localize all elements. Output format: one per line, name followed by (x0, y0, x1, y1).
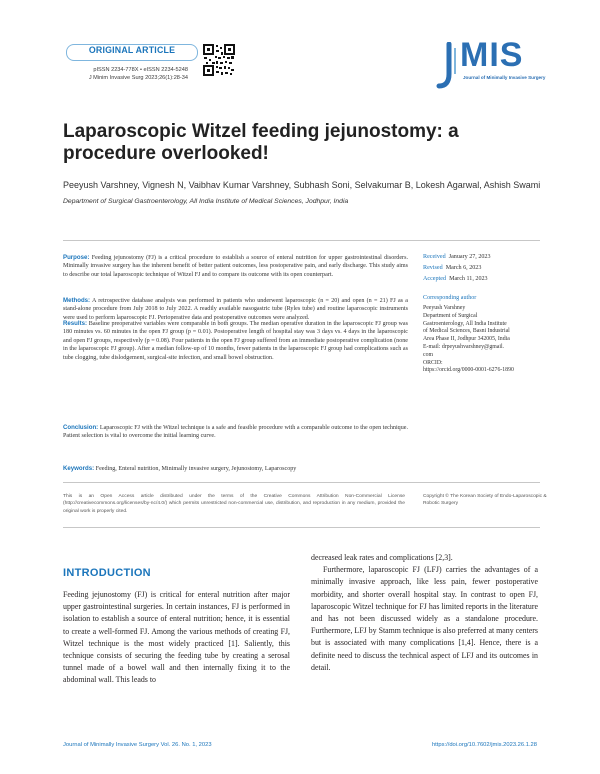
methods-label: Methods: (63, 297, 91, 304)
corresponding-author-label: Corresponding author (423, 295, 477, 301)
accepted-date (423, 276, 488, 282)
results-text: Baseline preoperative variables were comparable in both groups. The median operative duration in the laparoscopic FJ group was 180 minutes vs. 60 minutes in the open FJ group (p = 0.01). Postoperative length of hospital stay was 3 days vs. 4 days in the laparoscopic and open FJ groups, respectively (p = 0.08). Four patients in the open FJ group suffered from an immediate postoperative complication (none in the laparoscopic FJ group). After a median follow-up of 10 months, fewer patients in the laparoscopic FJ group had complications such as tube clogging, tube dislodgement, surgical-site infection, and small bowel obstruction. (63, 321, 408, 361)
received-label: Received (423, 254, 446, 260)
corr-line: Department of Surgical (423, 312, 478, 319)
intro-paragraph: decreased leak rates and complications [2,3]. (311, 553, 453, 562)
intro-paragraph: Feeding jejunostomy (FJ) is critical for enteral nutrition after major upper gastrointestinal surgeries. In certain instances, FJ is performed in isolation to establish a source of enteral nutrition; hence, it is essential to create a well-formed FJ. Among the various methods of creating FJ, Witzel technique is the most widely practiced [1]. Saliently, this technique consists of securing the feeding tube by creating a serosal tunnel made of a bowel wall and then internally fixing it to the abdominal wall. This leads to (63, 590, 290, 685)
abstract-purpose (63, 254, 408, 279)
corr-line: com (423, 351, 433, 358)
author-list: Peeyush Varshney, Vignesh N, Vaibhav Kumar Varshney, Subhash Soni, Selvakumar B, Lokesh Agarwal, Ashish Swami (63, 180, 541, 190)
keywords (63, 465, 296, 472)
intro-column-2 (311, 552, 538, 674)
methods-text: A retrospective database analysis was performed in patients who underwent laparoscopic (n = 20) and open (n = 21) FJ as a stand-alone procedure from July 2018 to July 2022. A readily available nasogastric tube (Ryles tube) and routine laparoscopic instruments were used to perform laparoscopic FJ. Perioperative data and postoperative outcomes were analyzed. (63, 298, 408, 321)
copyright-text: Copyright © The Korean Society of Endo-Laparoscopic & Robotic Surgery (423, 494, 547, 507)
article-type-label: ORIGINAL ARTICLE (88, 45, 176, 55)
body-divider (63, 527, 540, 528)
journal-logo-text: MIS (460, 36, 524, 74)
corr-line: Peeyush Varshney (423, 305, 466, 311)
qr-code-icon[interactable] (203, 44, 235, 76)
received-date (423, 254, 491, 260)
corr-email[interactable]: E-mail: drpeyushvarshney@gmail. (423, 343, 505, 350)
corr-line: Area Phase II, Jodhpur 342005, India (423, 336, 510, 343)
revised-value: March 6, 2023 (445, 265, 482, 271)
corresponding-author-heading (423, 295, 476, 301)
footer-doi-link[interactable]: https://doi.org/10.7602/jmis.2023.26.1.28 (431, 742, 537, 748)
journal-logo-subtitle: Journal of Minimally Invasive Surgery (463, 75, 546, 80)
orcid-link[interactable]: https://orcid.org/0000-0001-6276-1890 (423, 367, 514, 374)
keywords-label: Keywords: (63, 465, 95, 472)
corr-line: ORCID: (423, 359, 443, 366)
issn-text: pISSN 2234-778X • eISSN 2234-5248 (93, 67, 188, 73)
license-divider (63, 482, 540, 483)
keywords-text: Feeding, Enteral nutrition, Minimally invasive surgery, Jejunostomy, Laparoscopy (94, 466, 297, 472)
journal-logo-icon (435, 42, 457, 90)
revised-date (423, 265, 481, 271)
results-label: Results: (63, 320, 88, 327)
corr-line: of Medical Sciences, Basni Industrial (423, 328, 510, 335)
received-value: January 27, 2023 (448, 254, 491, 260)
affiliation: Department of Surgical Gastroenterology, All India Institute of Medical Sciences, Jodhpur, India (63, 198, 349, 205)
introduction-heading: INTRODUCTION (63, 567, 151, 579)
accepted-label: Accepted (423, 276, 447, 282)
abstract-conclusion (63, 424, 408, 441)
intro-paragraph: Furthermore, laparoscopic FJ (LFJ) carries the advantages of a minimally invasive approach, like less pain, fewer postoperative morbidity, and shorter overall hospital stay. In contrast to open FJ, laparoscopic Witzel technique for FJ has limited reports in the literature and has not been discussed widely as a standalone procedure. Furthermore, LFJ by Stamm technique is also preferred at many centers but is associated with many complications [1,4]. Hence, there is a definite need to discuss the technical aspect of LFJ and its outcomes in detail. (311, 565, 538, 672)
corresponding-author-details (423, 305, 563, 375)
abstract-results (63, 320, 408, 362)
corr-line: Gastroenterology, All India Institute (423, 320, 507, 327)
footer-journal: Journal of Minimally Invasive Surgery Vol. 26. No. 1, 2023 (63, 742, 212, 748)
intro-column-1 (63, 589, 290, 687)
citation-text: J Minim Invasive Surg 2023;26(1):28-34 (88, 75, 188, 81)
conclusion-label: Conclusion: (63, 424, 99, 431)
abstract-top-divider (63, 240, 540, 241)
conclusion-text: Laparoscopic FJ with the Witzel technique is a safe and feasible procedure with a comparable outcome to the open technique. Patient selection is vital to overcome the initial learning curve. (63, 425, 408, 440)
accepted-value: March 11, 2023 (449, 276, 488, 282)
revised-label: Revised (423, 265, 443, 271)
purpose-label: Purpose: (63, 254, 90, 261)
article-title: Laparoscopic Witzel feeding jejunostomy: a procedure overlooked! (63, 121, 459, 164)
license-text: This is an Open Access article distributed under the terms of the Creative Commons Attribution Non-Commercial License (http://creativecommons.org/licenses/by-nc/4.0/) which permits unrestricted non-commercial use, distribution, and reproduction in any medium, provided the original work is properly cited. (63, 494, 405, 514)
abstract-methods (63, 297, 408, 322)
purpose-text: Feeding jejunostomy (FJ) is a critical procedure to establish a source of enteral nutrition for upper gastrointestinal disorders. Minimally invasive surgery has the inherent benefit of better patient outcomes, less postoperative pain, and early discharge. This study aims to describe our total laparoscopic technique of Witzel FJ and to compare its outcome with its open counterpart. (63, 255, 408, 278)
